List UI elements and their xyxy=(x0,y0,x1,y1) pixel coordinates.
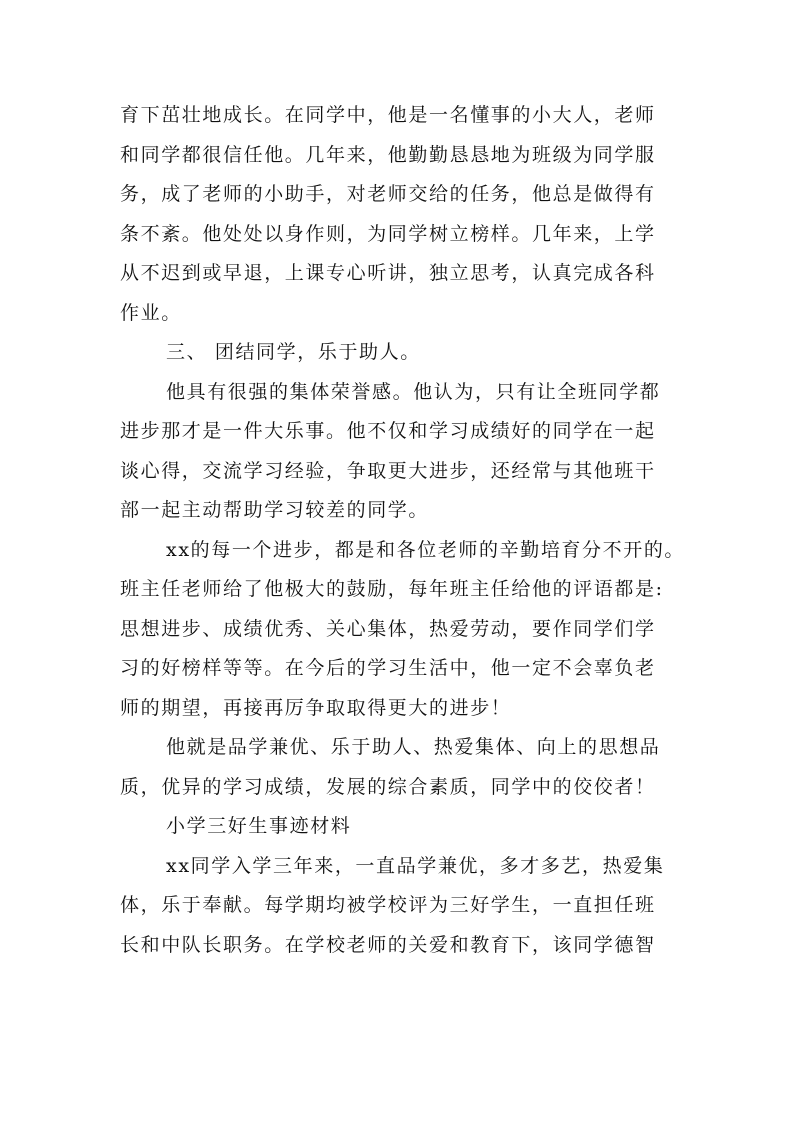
paragraph-start-line: 他具有很强的集体荣誉感。他认为，只有让全班同学都 xyxy=(166,380,661,403)
text-line: 师的期望，再接再厉争取取得更大的进步！ xyxy=(120,696,512,719)
paragraph-start-line: xx的每一个进步，都是和各位老师的辛勤培育分不开的。 xyxy=(166,538,686,561)
text-line: 习的好榜样等等。在今后的学习生活中，他一定不会辜负老 xyxy=(120,657,656,679)
text-line: 条不紊。他处处以身作则，为同学树立榜样。几年来，上学 xyxy=(120,222,656,245)
document-body xyxy=(120,96,686,965)
text-line: 谈心得，交流学习经验，争取更大进步，还经常与其他班干 xyxy=(120,459,656,482)
text-line: 长和中队长职务。在学校老师的关爱和教育下，该同学德智 xyxy=(120,933,656,956)
document-title: 小学三好生事迹材料 xyxy=(166,815,352,837)
paragraph-start-line: 他就是品学兼优、乐于助人、热爱集体、向上的思想品 xyxy=(166,736,661,758)
paragraph-start-line: xx同学入学三年来，一直品学兼优，多才多艺，热爱集 xyxy=(166,854,665,877)
text-line: 质，优异的学习成绩，发展的综合素质，同学中的佼佼者！ xyxy=(120,775,656,798)
section-heading: 三、 团结同学，乐于助人。 xyxy=(166,341,421,363)
text-line: 育下茁壮地成长。在同学中，他是一名懂事的小大人，老师 xyxy=(120,104,656,126)
text-line: 进步那才是一件大乐事。他不仅和学习成绩好的同学在一起 xyxy=(120,420,656,442)
text-line: 作业。 xyxy=(120,301,182,324)
text-line: 从不迟到或早退，上课专心听讲，独立思考，认真完成各科 xyxy=(120,262,656,284)
text-line: 体，乐于奉献。每学期均被学校评为三好学生，一直担任班 xyxy=(120,894,656,916)
text-line: 务，成了老师的小助手，对老师交给的任务，他总是做得有 xyxy=(120,183,656,205)
text-line: 思想进步、成绩优秀、关心集体，热爱劳动，要作同学们学 xyxy=(120,617,656,640)
text-line: 和同学都很信任他。几年来，他勤勤恳恳地为班级为同学服 xyxy=(120,143,656,166)
text-line: 班主任老师给了他极大的鼓励，每年班主任给他的评语都是: xyxy=(120,578,664,600)
text-line: 部一起主动帮助学习较差的同学。 xyxy=(120,499,430,521)
